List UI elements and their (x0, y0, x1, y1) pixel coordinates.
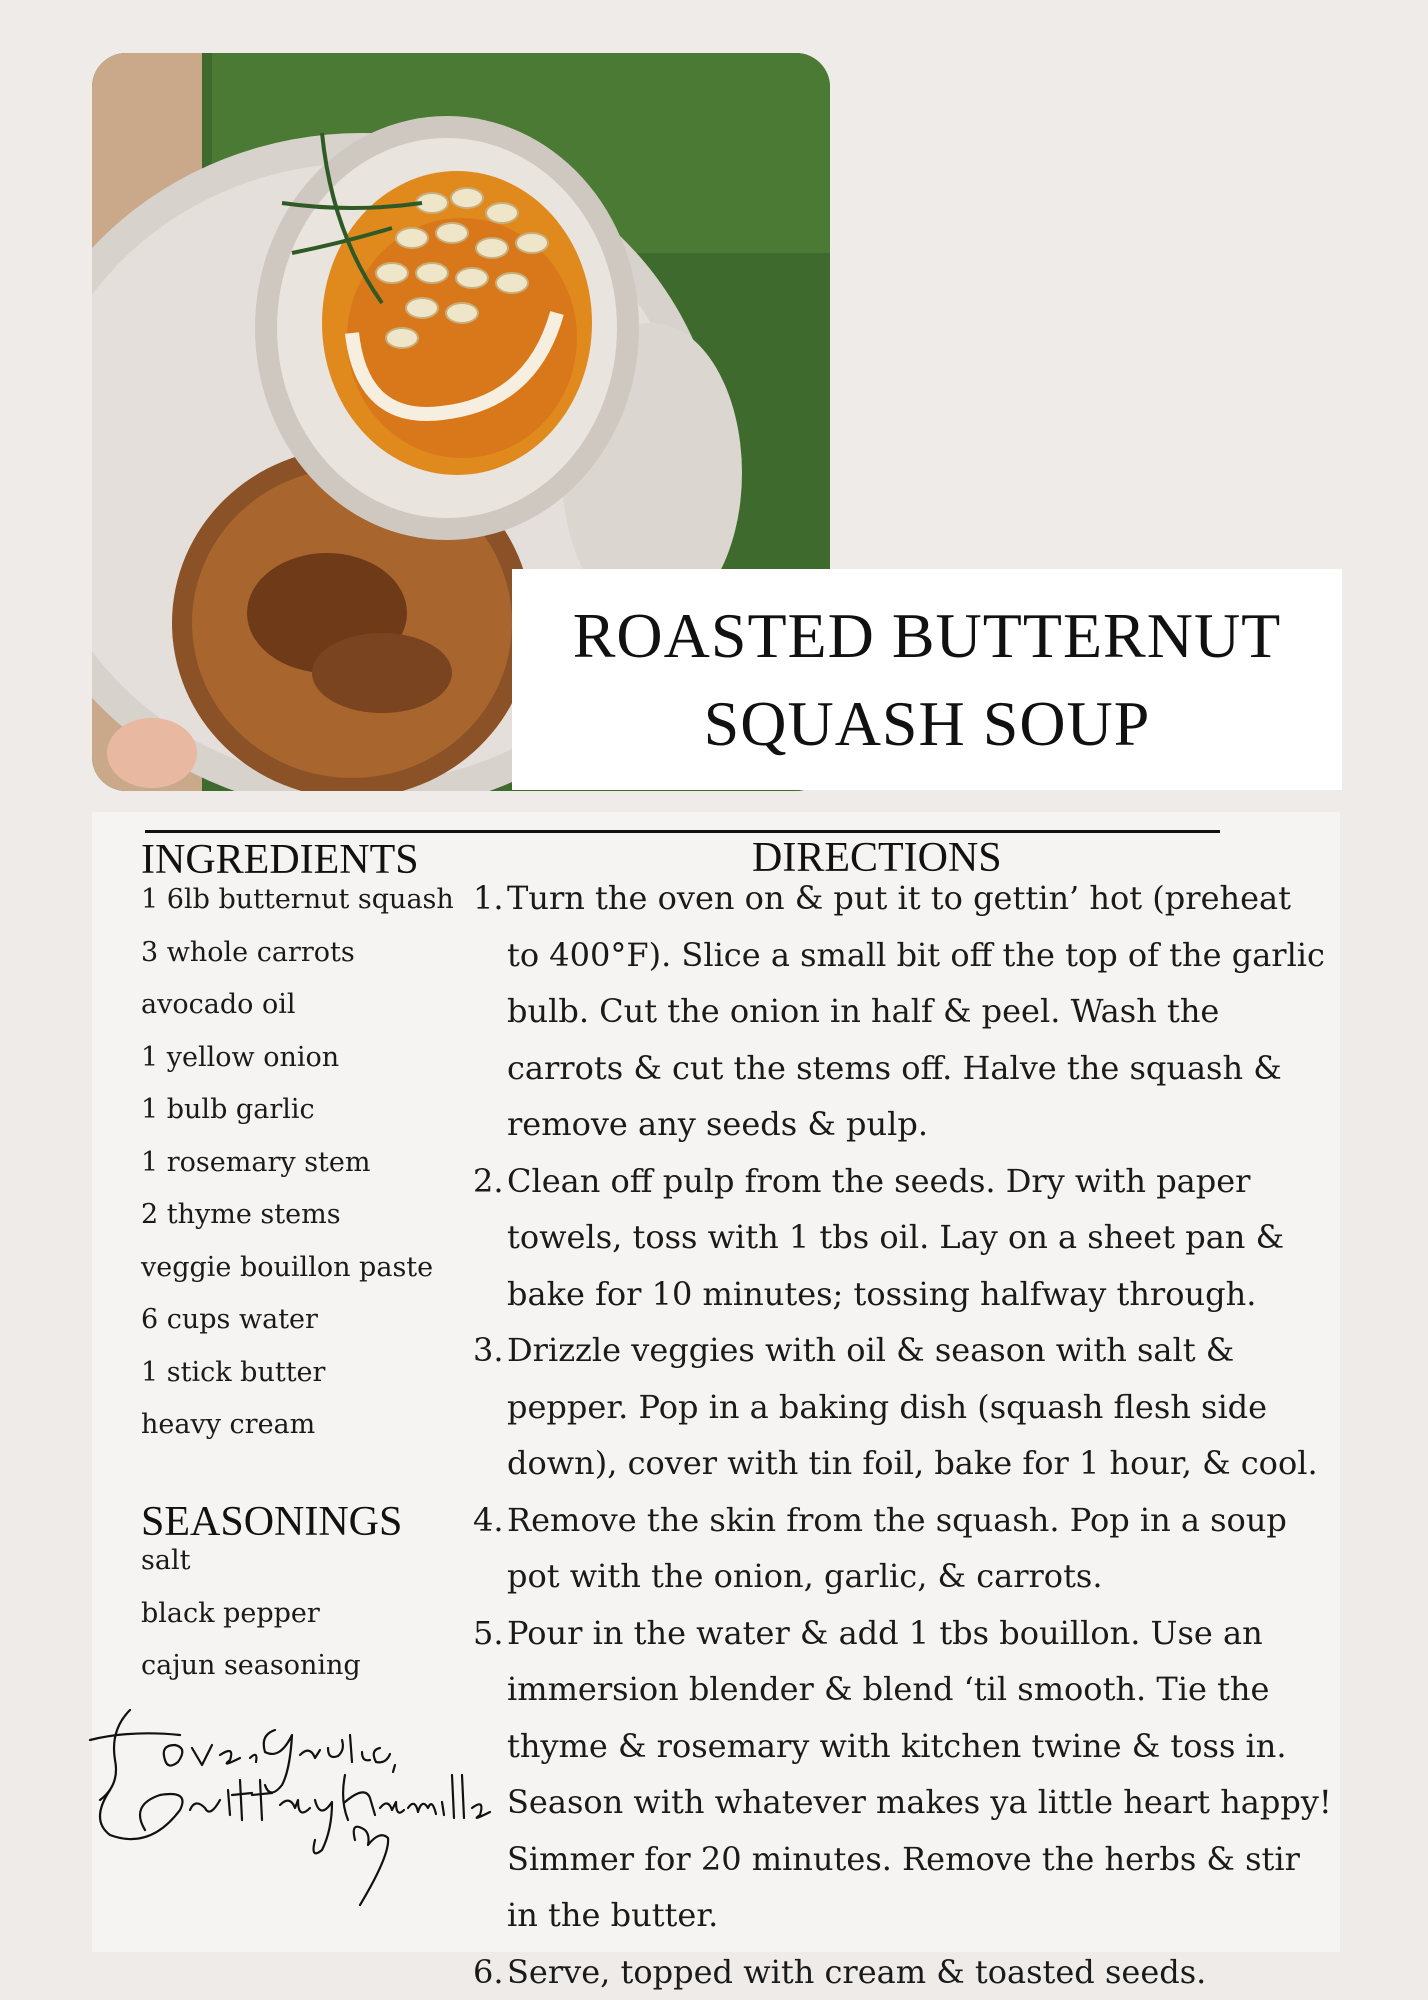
list-item: black pepper (141, 1597, 320, 1629)
step-number: 6. (473, 1952, 504, 1991)
seasonings-heading: SEASONINGS (141, 1499, 403, 1545)
direction-step (473, 1322, 1333, 1492)
list-item: veggie bouillon paste (141, 1251, 434, 1283)
step-number: 5. (473, 1613, 504, 1652)
list-item: 1 6lb butternut squash (141, 884, 454, 915)
step-text: Turn the oven on & put it to gettin’ hot (preheat to 400°F). Slice a small bit off the top of the garlic bulb. Cut the onion in half & peel. Wash the carrots & cut the stems off. Halve the squash & remove any seeds & pulp. (507, 879, 1325, 1143)
direction-step (473, 870, 1333, 1153)
divider-rule (145, 830, 1220, 833)
list-item: salt (141, 1545, 191, 1576)
seasonings-list (141, 1535, 361, 1693)
list-item: 1 rosemary stem (141, 1146, 371, 1178)
step-text: Clean off pulp from the seeds. Dry with paper towels, toss with 1 tbs oil. Lay on a sheet pan & bake for 10 minutes; tossing halfway through. (507, 1161, 1285, 1313)
list-item: cajun seasoning (141, 1650, 361, 1681)
title-box (512, 569, 1342, 790)
directions-list (473, 870, 1333, 2000)
step-text: Pour in the water & add 1 tbs bouillon. Use an immersion blender & blend ‘til smooth. Tie the thyme & rosemary with kitchen twine & toss in. Season with whatever makes ya little heart happy! Simmer for 20 minutes. Remove the herbs & stir in the butter. (507, 1613, 1332, 1934)
direction-step (473, 1944, 1333, 2000)
step-number: 2. (473, 1161, 504, 1200)
list-item: 2 thyme stems (141, 1199, 341, 1230)
directions-heading: DIRECTIONS (752, 835, 1002, 881)
list-item: 3 whole carrots (141, 936, 355, 968)
step-text: Serve, topped with cream & toasted seeds. (507, 1952, 1207, 1991)
direction-step (473, 1153, 1333, 1323)
step-number: 1. (473, 879, 504, 917)
list-item: 1 bulb garlic (141, 1094, 315, 1125)
list-item: avocado oil (141, 989, 296, 1020)
step-number: 3. (473, 1331, 504, 1369)
step-text: Drizzle veggies with oil & season with salt & pepper. Pop in a baking dish (squash flesh side down), cover with tin foil, bake for 1 hour, & cool. (507, 1331, 1318, 1482)
step-text: Remove the skin from the squash. Pop in a soup pot with the onion, garlic, & carrots. (507, 1500, 1287, 1595)
ingredients-list (141, 874, 454, 1452)
list-item: 6 cups water (141, 1304, 318, 1335)
ingredients-heading: INGREDIENTS (141, 837, 419, 883)
direction-step (473, 1492, 1333, 1605)
recipe-title-line-1: ROASTED BUTTERNUT (572, 599, 1282, 671)
list-item: heavy cream (141, 1409, 316, 1440)
list-item: 1 stick butter (141, 1356, 326, 1388)
direction-step (473, 1605, 1333, 1944)
handwritten-signature (70, 1690, 530, 1920)
recipe-title-line-2: SQUASH SOUP (703, 687, 1151, 759)
step-number: 4. (473, 1500, 504, 1539)
list-item: 1 yellow onion (141, 1041, 340, 1073)
